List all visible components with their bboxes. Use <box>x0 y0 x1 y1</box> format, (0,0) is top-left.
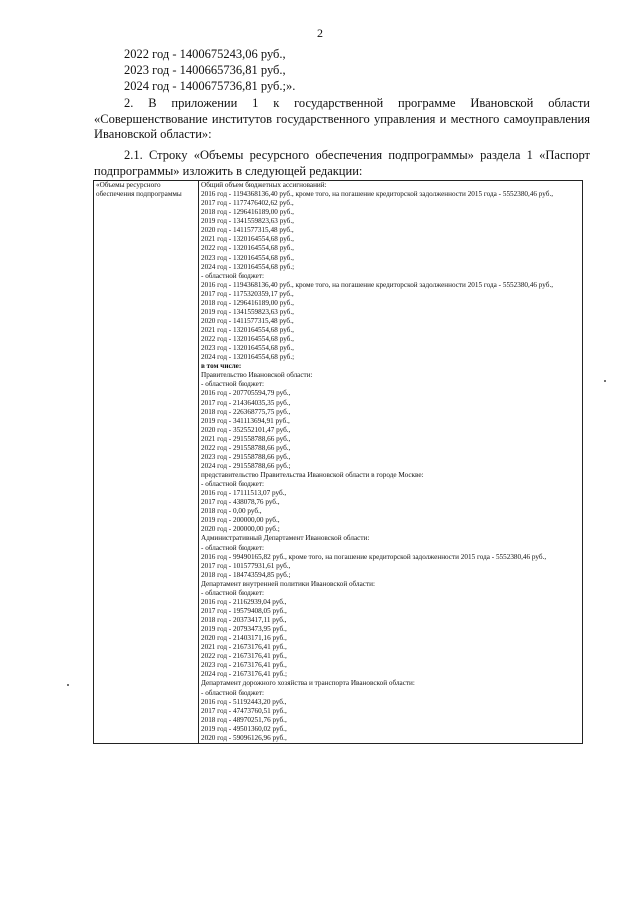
table-text-line: 2022 год - 1320164554,68 руб., <box>201 244 294 253</box>
table-text-line: 2018 год - 1296416189,00 руб., <box>201 298 294 307</box>
table-text-line: 2018 год - 1296416189,00 руб., <box>201 208 294 217</box>
table-text-line: 2020 год - 1411577315,48 руб., <box>201 226 294 235</box>
year-lines <box>124 46 295 94</box>
table-text-line: 2019 год - 200000,00 руб., <box>201 516 280 525</box>
table-text-line: Административный Департамент Ивановской области: <box>201 534 370 543</box>
table-text-line: - областной бюджет: <box>201 480 264 489</box>
table-right-cell <box>199 181 583 744</box>
table-text-line: 2018 год - 226368775,75 руб., <box>201 407 291 416</box>
year-line: 2024 год - 1400675736,81 руб.;». <box>124 79 296 93</box>
table-text-line: 2018 год - 0,00 руб., <box>201 507 262 516</box>
year-line: 2023 год - 1400665736,81 руб., <box>124 63 286 77</box>
scan-speck <box>67 684 69 686</box>
table-text-line: 2021 год - 1320164554,68 руб., <box>201 235 294 244</box>
table-text-line: - областной бюджет: <box>201 688 264 697</box>
table-text-line: 2019 год - 341113694,91 руб., <box>201 416 290 425</box>
table-text-line: 2017 год - 214364035,35 руб., <box>201 398 291 407</box>
table-row <box>94 181 583 744</box>
table-text-line: Департамент внутренней политики Ивановской области: <box>201 579 375 588</box>
table-text-line: 2024 год - 1320164554,68 руб.; <box>201 262 295 271</box>
table-text-line: 2019 год - 20793473,95 руб., <box>201 625 287 634</box>
table-text-line: 2017 год - 1175320359,17 руб., <box>201 289 294 298</box>
paragraph-2-1: 2.1. Строку «Объемы ресурсного обеспечения подпрограммы» раздела 1 «Паспорт подпрограммы» изложить в следующей редакции: <box>94 148 590 178</box>
table-text-line: 2017 год - 19579408,05 руб., <box>201 606 287 615</box>
table-text-line: 2018 год - 20373417,11 руб., <box>201 616 287 624</box>
table-text-line: Общий объем бюджетных ассигнований: <box>201 181 327 189</box>
table-text-line: 2023 год - 291558788,66 руб., <box>201 452 291 461</box>
table-text-line: представительство Правительства Ивановской области в городе Москве: <box>201 471 424 479</box>
table-text-line: 2018 год - 48970251,76 руб., <box>201 715 287 724</box>
table-left-cell: «Объемы ресурсного обеспечения подпрограммы <box>94 181 199 744</box>
table-text-line: 2021 год - 291558788,66 руб., <box>201 434 291 443</box>
table-text-line: 2020 год - 200000,00 руб.; <box>201 525 280 534</box>
table-text-line: 2017 год - 101577931,61 руб., <box>201 561 291 570</box>
table-text-line: 2017 год - 438078,76 руб., <box>201 498 280 507</box>
table-text-line: 2016 год - 99490165,82 руб., кроме того, на погашение кредиторской задолженности 2015 года - 5552380,46 руб., <box>201 552 547 561</box>
paragraph-2: 2. В приложении 1 к государственной программе Ивановской области «Совершенствование институтов государственного управления и местного самоуправления Ивановской области»: <box>94 96 590 141</box>
table-text-line: 2016 год - 1194368136,40 руб., кроме того, на погашение кредиторской задолженности 2015 года - 5552380,46 руб., <box>201 280 554 289</box>
table-text-line: 2016 год - 21162939,04 руб., <box>201 597 287 606</box>
table-text-line: 2020 год - 59096126,96 руб., <box>201 733 287 742</box>
table-text-line: 2023 год - 1320164554,68 руб., <box>201 344 294 353</box>
table-text-line: - областной бюджет: <box>201 271 264 280</box>
table-text-line: 2023 год - 1320164554,68 руб., <box>201 253 294 262</box>
table-text-line: 2022 год - 21673176,41 руб., <box>201 652 287 661</box>
table-text-line: 2019 год - 1341559823,63 руб., <box>201 217 294 226</box>
table-text-line: 2024 год - 21673176,41 руб.; <box>201 670 287 679</box>
table-text-line: 2022 год - 291558788,66 руб., <box>201 443 291 452</box>
table-text-line: 2016 год - 51192443,20 руб., <box>201 697 287 706</box>
table-text-line: - областной бюджет: <box>201 543 264 552</box>
table-text-line: 2020 год - 352552101,47 руб., <box>201 425 291 434</box>
table-text-line: 2019 год - 1341559823,63 руб., <box>201 307 294 316</box>
table-text-line: 2016 год - 207705594,79 руб., <box>201 389 291 398</box>
table-text-line: - областной бюджет: <box>201 380 264 389</box>
table-text-line: 2021 год - 1320164554,68 руб., <box>201 326 294 334</box>
table-text-line: в том числе: <box>201 362 242 371</box>
table-text-line: 2024 год - 291558788,66 руб.; <box>201 461 291 470</box>
table-text-line: 2024 год - 1320164554,68 руб.; <box>201 353 295 362</box>
scan-speck <box>604 380 606 382</box>
table-text-line: Правительство Ивановской области: <box>201 371 313 380</box>
table-text-line: 2016 год - 1194368136,40 руб., кроме того, на погашение кредиторской задолженности 2015 года - 5552380,46 руб., <box>201 190 554 199</box>
table-text-line: 2018 год - 184743594,85 руб.; <box>201 570 291 579</box>
table-text-line: 2020 год - 1411577315,48 руб., <box>201 316 294 325</box>
table-text-line: 2019 год - 49501360,02 руб., <box>201 724 287 733</box>
table-text-line: - областной бюджет: <box>201 588 264 597</box>
table-text-line: 2016 год - 17111513,07 руб., <box>201 489 287 498</box>
table-text-line: Департамент дорожного хозяйства и транспорта Ивановской области: <box>201 679 415 688</box>
table-text-line: 2022 год - 1320164554,68 руб., <box>201 335 294 344</box>
year-line: 2022 год - 1400675243,06 руб., <box>124 47 286 61</box>
right-lines <box>201 181 580 743</box>
table-text-line: 2017 год - 47473760,51 руб., <box>201 706 287 715</box>
page-number: 2 <box>317 26 323 40</box>
table-text-line: 2017 год - 1177476402,62 руб., <box>201 199 294 208</box>
table-text-line: 2021 год - 21673176,41 руб., <box>201 643 287 652</box>
table-text-line: 2023 год - 21673176,41 руб., <box>201 661 287 670</box>
resource-table <box>93 180 583 744</box>
table-text-line: 2020 год - 21403171,16 руб., <box>201 634 287 643</box>
